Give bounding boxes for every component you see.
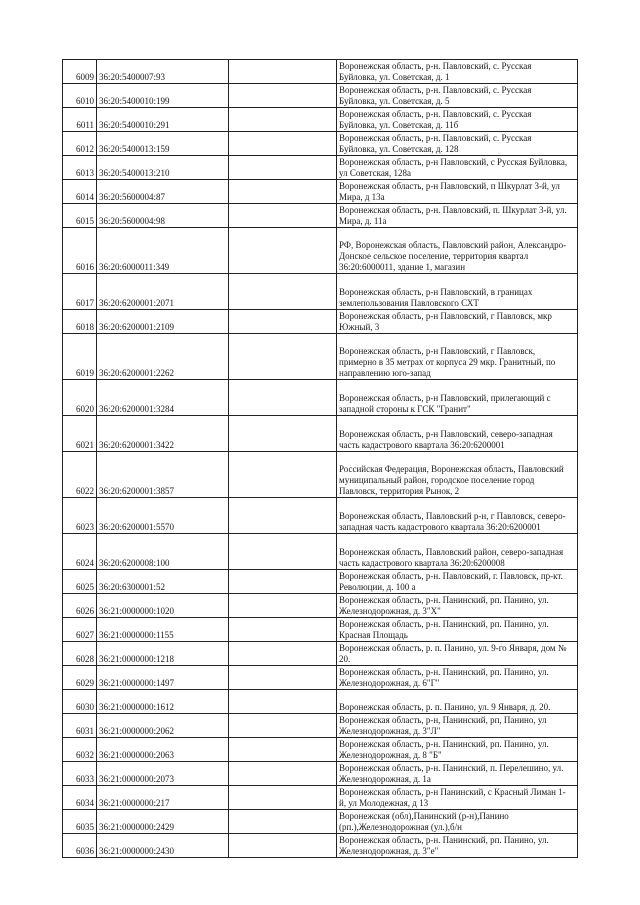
- table-row: [63, 738, 578, 762]
- row-number: 6015: [63, 204, 97, 228]
- row-number: 6014: [63, 180, 97, 204]
- address-cell: [337, 666, 578, 690]
- address-line: Воронежская область, р-н Павловский, г Павловск, мкр: [339, 311, 552, 321]
- address-cell: [337, 642, 578, 666]
- table-row: [63, 274, 578, 310]
- cadastral-number: 36:20:6200001:2109: [97, 310, 229, 334]
- address-line: Воронежская область, р-н. Панинский, рп. Панино, ул.: [339, 595, 549, 605]
- table-row: [63, 108, 578, 132]
- address-line: Воронежская область, р. п. Панино, ул. 9-го Января, дом №: [339, 643, 567, 653]
- address-line: 36:20:6000011, здание 1, магазин: [339, 262, 466, 272]
- address-cell: [337, 84, 578, 108]
- registry-table: [62, 59, 578, 858]
- address-line: Воронежская область, Павловский район, северо-западная: [339, 547, 564, 557]
- address-line: Железнодорожная, д. 3"Х": [339, 606, 441, 616]
- address-line: часть кадастрового квартала 36:20:6200001: [339, 440, 505, 450]
- address-line: Воронежская область, р-н, Панинский, рп, Панино, ул: [339, 715, 547, 725]
- address-cell: [337, 498, 578, 534]
- address-line: Воронежская область, р-н. Павловский, с. Русская: [339, 61, 532, 71]
- cadastral-number: 36:20:6200001:3857: [97, 452, 229, 498]
- address-line: Железнодорожная, д. 3"е": [339, 846, 439, 856]
- row-number: 6017: [63, 274, 97, 310]
- empty-cell: [229, 690, 337, 714]
- row-number: 6026: [63, 594, 97, 618]
- table-row: [63, 618, 578, 642]
- row-number: 6025: [63, 570, 97, 594]
- address-cell: [337, 570, 578, 594]
- row-number: 6035: [63, 810, 97, 834]
- address-cell: [337, 834, 578, 858]
- address-line: Воронежская (обл),Панинский (р-н),Панино: [339, 811, 509, 821]
- table-row: [63, 498, 578, 534]
- cadastral-number: 36:21:0000000:1497: [97, 666, 229, 690]
- address-line: й, ул Молодежная, д 13: [339, 798, 429, 808]
- address-line: Воронежская область, р-н. Павловский, с. Русская: [339, 85, 532, 95]
- table-row: [63, 570, 578, 594]
- empty-cell: [229, 274, 337, 310]
- address-cell: [337, 690, 578, 714]
- address-line: Воронежская область, р-н Павловский, прилегающий с: [339, 393, 551, 403]
- table-row: [63, 810, 578, 834]
- empty-cell: [229, 310, 337, 334]
- row-number: 6030: [63, 690, 97, 714]
- table-row: [63, 310, 578, 334]
- empty-cell: [229, 666, 337, 690]
- empty-cell: [229, 810, 337, 834]
- cadastral-number: 36:21:0000000:2429: [97, 810, 229, 834]
- table-row: [63, 60, 578, 84]
- address-cell: [337, 228, 578, 274]
- address-line: Воронежская область, р-н. Панинский, рп. Панино, ул.: [339, 835, 549, 845]
- row-number: 6013: [63, 156, 97, 180]
- address-line: Воронежская область, р-н. Панинский, рп. Панино, ул.: [339, 619, 549, 629]
- table-row: [63, 666, 578, 690]
- row-number: 6028: [63, 642, 97, 666]
- address-line: Железнодорожная, д. 8 "Б": [339, 750, 442, 760]
- address-cell: [337, 132, 578, 156]
- table-row: [63, 334, 578, 380]
- address-line: Воронежская область, р-н Павловский, с Русская Буйловка,: [339, 157, 568, 167]
- row-number: 6011: [63, 108, 97, 132]
- address-line: Донское сельское поселение, территория квартал: [339, 251, 529, 261]
- table-row: [63, 204, 578, 228]
- empty-cell: [229, 84, 337, 108]
- row-number: 6021: [63, 416, 97, 452]
- registry-body: [63, 60, 578, 858]
- row-number: 6009: [63, 60, 97, 84]
- cadastral-number: 36:20:5400013:159: [97, 132, 229, 156]
- empty-cell: [229, 132, 337, 156]
- address-line: Буйловка, ул. Советская, д. 128: [339, 144, 459, 154]
- cadastral-number: 36:20:6200001:5570: [97, 498, 229, 534]
- row-number: 6032: [63, 738, 97, 762]
- empty-cell: [229, 762, 337, 786]
- empty-cell: [229, 714, 337, 738]
- cadastral-number: 36:20:5600004:87: [97, 180, 229, 204]
- address-line: Буйловка, ул. Советская, д. 5: [339, 96, 450, 106]
- address-line: Мира, д. 11а: [339, 216, 387, 226]
- address-line: Воронежская область, р-н. Панинский, п. Перелешино, ул.: [339, 763, 564, 773]
- row-number: 6036: [63, 834, 97, 858]
- cadastral-number: 36:21:0000000:1612: [97, 690, 229, 714]
- row-number: 6022: [63, 452, 97, 498]
- address-line: Мира, д 13а: [339, 192, 385, 202]
- cadastral-number: 36:20:5400010:291: [97, 108, 229, 132]
- cadastral-number: 36:21:0000000:2430: [97, 834, 229, 858]
- address-cell: [337, 786, 578, 810]
- table-row: [63, 642, 578, 666]
- address-line: РФ, Воронежская область, Павловский район, Александро-: [339, 240, 567, 250]
- table-row: [63, 690, 578, 714]
- empty-cell: [229, 534, 337, 570]
- table-row: [63, 786, 578, 810]
- address-line: Российская Федерация, Воронежская область, Павловский: [339, 464, 564, 474]
- address-cell: [337, 416, 578, 452]
- address-line: Буйловка, ул. Советская, д. 1: [339, 72, 450, 82]
- address-cell: [337, 204, 578, 228]
- empty-cell: [229, 786, 337, 810]
- address-line: Воронежская область, р-н. Панинский, рп. Панино, ул.: [339, 739, 549, 749]
- cadastral-number: 36:21:0000000:2063: [97, 738, 229, 762]
- cadastral-number: 36:20:5400007:93: [97, 60, 229, 84]
- address-cell: [337, 738, 578, 762]
- table-row: [63, 228, 578, 274]
- address-line: Красная Площадь: [339, 630, 408, 640]
- address-cell: [337, 274, 578, 310]
- address-cell: [337, 534, 578, 570]
- address-line: направлению юго-запад: [339, 368, 431, 378]
- address-line: Воронежская область, р-н. Павловский, п. Шкурлат 3-й, ул.: [339, 205, 567, 215]
- address-line: западной стороны к ГСК "Гранит": [339, 404, 471, 414]
- cadastral-number: 36:20:6200001:3284: [97, 380, 229, 416]
- address-line: Воронежская область, Павловский р-н, г Павловск, северо-: [339, 511, 566, 521]
- row-number: 6034: [63, 786, 97, 810]
- address-cell: [337, 452, 578, 498]
- empty-cell: [229, 108, 337, 132]
- empty-cell: [229, 618, 337, 642]
- row-number: 6016: [63, 228, 97, 274]
- cadastral-number: 36:21:0000000:1020: [97, 594, 229, 618]
- address-line: Южный, 3: [339, 322, 380, 332]
- empty-cell: [229, 498, 337, 534]
- address-cell: [337, 60, 578, 84]
- row-number: 6012: [63, 132, 97, 156]
- address-cell: [337, 810, 578, 834]
- address-line: Воронежская область, р-н. Павловский, с. Русская: [339, 133, 532, 143]
- address-line: землепользования Павловского СХТ: [339, 298, 479, 308]
- table-row: [63, 594, 578, 618]
- empty-cell: [229, 594, 337, 618]
- cadastral-number: 36:20:6200001:3422: [97, 416, 229, 452]
- cadastral-number: 36:20:6200008:100: [97, 534, 229, 570]
- cadastral-number: 36:20:6200001:2071: [97, 274, 229, 310]
- table-row: [63, 834, 578, 858]
- empty-cell: [229, 642, 337, 666]
- address-line: Воронежская область, р-н. Панинский, рп. Панино, ул.: [339, 667, 549, 677]
- address-cell: [337, 108, 578, 132]
- address-cell: [337, 180, 578, 204]
- address-line: Революции, д. 100 а: [339, 582, 416, 592]
- cadastral-number: 36:20:5600004:98: [97, 204, 229, 228]
- cadastral-number: 36:21:0000000:1155: [97, 618, 229, 642]
- address-cell: [337, 618, 578, 642]
- table-row: [63, 380, 578, 416]
- cadastral-number: 36:20:6200001:2262: [97, 334, 229, 380]
- table-row: [63, 416, 578, 452]
- address-line: Буйловка, ул. Советская, д. 11б: [339, 120, 459, 130]
- address-cell: [337, 714, 578, 738]
- empty-cell: [229, 156, 337, 180]
- table-row: [63, 132, 578, 156]
- cadastral-number: 36:20:6000011:349: [97, 228, 229, 274]
- address-line: Воронежская область, р-н. Павловский, г. Павловск, пр-кт.: [339, 571, 563, 581]
- cadastral-number: 36:20:5400010:199: [97, 84, 229, 108]
- cadastral-number: 36:20:5400013:210: [97, 156, 229, 180]
- address-line: Воронежская область, р-н Панинский, с Красный Лиман 1-: [339, 787, 566, 797]
- row-number: 6027: [63, 618, 97, 642]
- table-row: [63, 84, 578, 108]
- address-line: Воронежская область, р. п. Панино, ул. 9 Января, д. 20.: [339, 702, 551, 712]
- cadastral-number: 36:20:6300001:52: [97, 570, 229, 594]
- empty-cell: [229, 570, 337, 594]
- address-line: Воронежская область, р-н Павловский, в границах: [339, 287, 533, 297]
- address-cell: [337, 594, 578, 618]
- address-line: Железнодорожная, д. 3"Л": [339, 726, 441, 736]
- empty-cell: [229, 60, 337, 84]
- table-row: [63, 534, 578, 570]
- address-cell: [337, 310, 578, 334]
- address-line: часть кадастрового квартала 36:20:6200008: [339, 558, 505, 568]
- address-line: примерно в 35 метрах от корпуса 29 мкр. Гранитный, по: [339, 357, 556, 367]
- address-line: ул Советская, 128а: [339, 168, 411, 178]
- table-row: [63, 714, 578, 738]
- row-number: 6023: [63, 498, 97, 534]
- address-cell: [337, 762, 578, 786]
- table-row: [63, 452, 578, 498]
- address-line: западная часть кадастрового квартала 36:20:6200001: [339, 522, 541, 532]
- table-row: [63, 156, 578, 180]
- empty-cell: [229, 334, 337, 380]
- empty-cell: [229, 180, 337, 204]
- cadastral-number: 36:21:0000000:217: [97, 786, 229, 810]
- empty-cell: [229, 834, 337, 858]
- cadastral-number: 36:21:0000000:1218: [97, 642, 229, 666]
- address-cell: [337, 334, 578, 380]
- empty-cell: [229, 204, 337, 228]
- row-number: 6020: [63, 380, 97, 416]
- address-line: Железнодорожная, д. 1а: [339, 774, 431, 784]
- address-line: муниципальный район, городское поселение город: [339, 475, 535, 485]
- row-number: 6018: [63, 310, 97, 334]
- address-line: Воронежская область, р-н Павловский, п Шкурлат 3-й, ул: [339, 181, 560, 191]
- empty-cell: [229, 380, 337, 416]
- address-line: Воронежская область, р-н. Павловский, с. Русская: [339, 109, 532, 119]
- row-number: 6029: [63, 666, 97, 690]
- address-line: Железнодорожная, д. 6"Г": [339, 678, 440, 688]
- cadastral-number: 36:21:0000000:2073: [97, 762, 229, 786]
- row-number: 6010: [63, 84, 97, 108]
- row-number: 6024: [63, 534, 97, 570]
- address-line: Воронежская область, р-н Павловский, северо-западная: [339, 429, 553, 439]
- row-number: 6019: [63, 334, 97, 380]
- table-row: [63, 180, 578, 204]
- address-cell: [337, 156, 578, 180]
- address-line: Павловск, территория Рынок, 2: [339, 486, 460, 496]
- address-line: Воронежская область, р-н Павловский, г Павловск,: [339, 346, 536, 356]
- empty-cell: [229, 416, 337, 452]
- address-line: 20.: [339, 654, 351, 664]
- address-line: (рп.),Железнодорожная (ул.),б/н: [339, 822, 462, 832]
- row-number: 6033: [63, 762, 97, 786]
- row-number: 6031: [63, 714, 97, 738]
- table-row: [63, 762, 578, 786]
- address-cell: [337, 380, 578, 416]
- empty-cell: [229, 452, 337, 498]
- empty-cell: [229, 738, 337, 762]
- cadastral-number: 36:21:0000000:2062: [97, 714, 229, 738]
- empty-cell: [229, 228, 337, 274]
